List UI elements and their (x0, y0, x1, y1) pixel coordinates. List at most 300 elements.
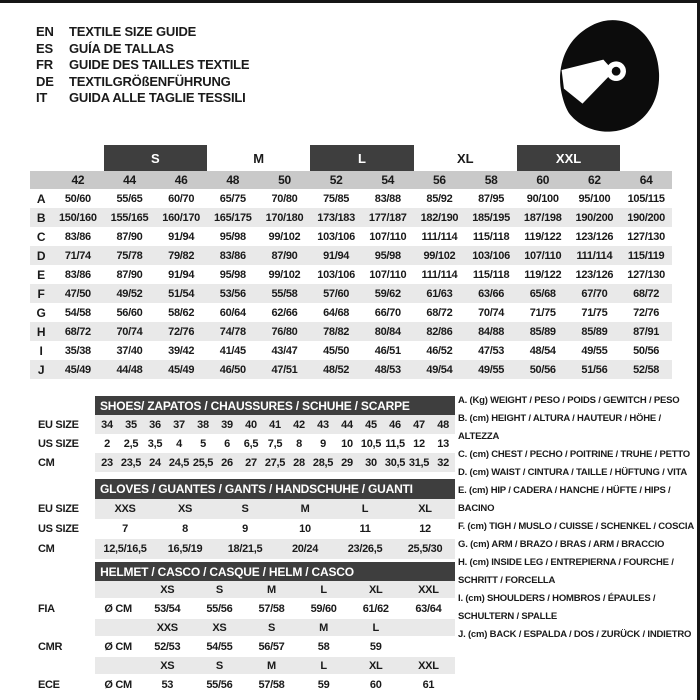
helmet-unit: Ø CM (104, 678, 132, 691)
measure-value: 103/106 (317, 230, 355, 243)
gloves-value: S (215, 499, 275, 519)
shoes-value: 11,5 (385, 437, 405, 450)
language-row (36, 41, 249, 58)
shoes-value: 9 (320, 437, 326, 450)
shoes-value: 43 (311, 415, 335, 434)
helmet-values-row-cmr (38, 636, 455, 657)
size-group-s: S (104, 145, 207, 171)
measure-value: 85/89 (517, 322, 569, 341)
measure-row-i (30, 341, 672, 360)
shoes-value: 47 (407, 415, 431, 434)
gloves-value: M (275, 499, 335, 519)
shoes-value: 3,5 (147, 437, 163, 450)
measure-value: 54/58 (64, 306, 91, 319)
size-number: 62 (569, 171, 621, 189)
measure-row-label: J (30, 360, 52, 379)
measure-row-label: A (36, 191, 46, 206)
measure-value: 75/78 (104, 246, 156, 265)
measure-value: 45/50 (323, 344, 350, 357)
measure-value: 91/94 (168, 268, 195, 281)
helmet-size-letter: XS (193, 619, 245, 636)
language-code: ES (36, 40, 53, 56)
measure-value: 61/63 (414, 284, 466, 303)
helmet-value: 61/62 (362, 602, 389, 615)
measure-row-d (30, 246, 672, 265)
shoes-value: 2,5 (123, 437, 139, 450)
measure-value: 190/200 (620, 208, 672, 227)
language-code: DE (36, 73, 54, 89)
size-number: 54 (362, 171, 414, 189)
shoes-value: 6,5 (243, 437, 259, 450)
legend-item: E. (cm) HIP / CADERA / HANCHE / HÜFTE / HIPS / BACINO (458, 485, 671, 514)
shoes-value: 4 (176, 437, 182, 450)
shoes-value: 48 (431, 415, 455, 434)
shoes-row-label: CM (38, 456, 55, 469)
measure-value: 49/55 (581, 344, 608, 357)
measure-value: 170/180 (259, 208, 311, 227)
language-row (36, 24, 249, 41)
size-number: 60 (517, 171, 569, 189)
measure-value: 35/38 (64, 344, 91, 357)
measure-value: 63/66 (465, 284, 517, 303)
size-number: 52 (310, 171, 362, 189)
measure-value: 53/56 (207, 284, 259, 303)
measure-row-label: E (37, 267, 45, 282)
gloves-row (38, 539, 455, 559)
helmet-value: 56/57 (258, 640, 285, 653)
shoes-title-row (38, 396, 455, 415)
size-number: 58 (465, 171, 517, 189)
helmet-size-letter: S (245, 619, 297, 636)
legend-item: G. (cm) ARM / BRAZO / BRAS / ARM / BRACCIO (458, 539, 665, 550)
shoes-value: 38 (191, 415, 215, 434)
measure-value: 99/102 (414, 246, 466, 265)
measure-value: 44/48 (104, 360, 156, 379)
measure-row-label: B (30, 208, 52, 227)
shoes-value: 27,5 (263, 453, 287, 472)
helmet-sizes-unit-spacer (95, 581, 141, 598)
shoes-value: 36 (143, 415, 167, 434)
measure-value: 52/58 (620, 360, 672, 379)
gloves-value: 12,5/16,5 (95, 539, 155, 559)
size-number: 64 (620, 171, 672, 189)
measure-value: 49/52 (104, 284, 156, 303)
helmet-value: 59 (369, 640, 382, 653)
helmet-value: 59/60 (310, 602, 337, 615)
measure-value: 43/47 (271, 344, 298, 357)
shoes-value: 13 (437, 437, 449, 450)
shoes-table (38, 396, 455, 472)
measure-value: 87/90 (116, 268, 143, 281)
measure-value: 56/60 (116, 306, 143, 319)
size-spacer (30, 145, 104, 171)
measure-value: 60/70 (168, 192, 195, 205)
helmet-size-letter: XXS (141, 619, 193, 636)
gloves-value: XXS (95, 499, 155, 519)
helmet-values-row-ece (38, 674, 455, 695)
measure-row-label: F (30, 284, 52, 303)
helmet-size-letter: S (193, 581, 245, 598)
language-row (36, 90, 249, 107)
measure-value: 50/56 (517, 360, 569, 379)
measure-value: 41/45 (219, 344, 246, 357)
measure-value: 111/114 (421, 268, 458, 281)
shoes-value: 25,5 (191, 453, 215, 472)
measure-row-label: G (36, 305, 46, 320)
shoes-value: 12 (413, 437, 425, 450)
size-number: 44 (104, 171, 156, 189)
measure-value: 87/91 (620, 322, 672, 341)
size-number: 42 (52, 171, 104, 189)
shoes-value: 8 (296, 437, 302, 450)
measure-value: 47/51 (259, 360, 311, 379)
helmet-value: 52/53 (154, 640, 181, 653)
shoes-row (38, 415, 455, 434)
shoes-value: 39 (215, 415, 239, 434)
measure-value: 37/40 (116, 344, 143, 357)
measure-value: 70/74 (104, 322, 156, 341)
helmet-size-letter: L (298, 581, 350, 598)
measure-value: 49/55 (465, 360, 517, 379)
legend-item: A. (Kg) WEIGHT / PESO / POIDS / GEWITCH / PESO (458, 395, 680, 406)
gloves-value: XL (395, 499, 455, 519)
helmet-sizes-row-ece (38, 657, 455, 674)
measure-value: 59/62 (362, 284, 414, 303)
helmet-value: 53/54 (154, 602, 181, 615)
legend-item: F. (cm) TIGH / MUSLO / CUISSE / SCHENKEL / COSCIA (458, 521, 694, 532)
shoes-value: 26 (215, 453, 239, 472)
measure-value: 68/72 (52, 322, 104, 341)
measure-row-f (30, 284, 672, 303)
shoes-value: 32 (431, 453, 455, 472)
measure-row-label: I (39, 343, 43, 358)
measure-value: 72/76 (155, 322, 207, 341)
shoes-value: 10 (341, 437, 353, 450)
measure-value: 50/56 (633, 344, 660, 357)
shoes-value: 23,5 (119, 453, 143, 472)
gloves-row (38, 519, 455, 539)
helmet-size-letter: XS (141, 657, 193, 674)
measure-value: 65/68 (517, 284, 569, 303)
shoes-value: 46 (383, 415, 407, 434)
shoes-value: 37 (167, 415, 191, 434)
helmet-sizes-spacer (38, 581, 95, 598)
measure-value: 46/51 (374, 344, 401, 357)
measure-value: 71/74 (52, 246, 104, 265)
gloves-value: XS (155, 499, 215, 519)
language-row (36, 74, 249, 91)
helmet-sizes-spacer (38, 657, 95, 674)
measure-row-label: D (30, 246, 52, 265)
helmet-value: 60 (369, 678, 382, 691)
size-group-xl: XL (456, 150, 474, 166)
title-spacer (38, 479, 95, 499)
measure-value: 76/80 (259, 322, 311, 341)
measure-value: 70/74 (478, 306, 505, 319)
helmet-value: 59 (317, 678, 330, 691)
helmet-value: 55/56 (206, 602, 233, 615)
helmet-values-row-fia (38, 598, 455, 619)
measure-value: 51/56 (569, 360, 621, 379)
shoes-row (38, 453, 455, 472)
measure-value: 83/86 (64, 230, 91, 243)
measure-value: 115/118 (472, 268, 510, 281)
measure-value: 45/49 (155, 360, 207, 379)
measure-value: 115/118 (472, 230, 510, 243)
measure-value: 105/115 (627, 192, 665, 205)
measure-value: 150/160 (52, 208, 104, 227)
helmet-standard-label: FIA (38, 602, 55, 615)
shoes-value: 30 (359, 453, 383, 472)
measure-value: 48/52 (310, 360, 362, 379)
size-group-l: L (310, 145, 413, 171)
measure-value: 95/98 (219, 268, 246, 281)
gloves-value: 16,5/19 (155, 539, 215, 559)
shoes-value: 35 (119, 415, 143, 434)
measure-value: 51/54 (155, 284, 207, 303)
gloves-value: 12 (419, 523, 431, 535)
helmet-size-letter: XXL (402, 657, 455, 674)
measure-value: 95/98 (362, 246, 414, 265)
shoes-value: 45 (359, 415, 383, 434)
measure-value: 123/126 (575, 268, 614, 281)
shoes-value: 44 (335, 415, 359, 434)
measure-value: 46/52 (426, 344, 453, 357)
measure-value: 182/190 (414, 208, 466, 227)
measure-value: 103/106 (465, 246, 517, 265)
legend-item: H. (cm) INSIDE LEG / ENTREPIERNA / FOURCHE / SCHRITT / FORCELLA (458, 557, 674, 586)
measure-value: 127/130 (627, 230, 665, 243)
measure-value: 119/122 (524, 230, 562, 243)
measure-value: 39/42 (168, 344, 195, 357)
helmet-value (402, 636, 455, 657)
measure-value: 177/187 (362, 208, 414, 227)
gloves-value: 25,5/30 (395, 539, 455, 559)
measurement-legend (458, 392, 694, 644)
helmet-sizes-row-cmr (38, 619, 455, 636)
helmet-sizes-unit-spacer (95, 619, 141, 636)
measure-value: 62/66 (271, 306, 298, 319)
size-group-row (30, 145, 672, 171)
shoes-value: 24 (143, 453, 167, 472)
gloves-value: 10 (299, 523, 311, 535)
language-code: EN (36, 24, 54, 39)
helmet-size-letter: M (245, 657, 297, 674)
size-group-m: M (253, 150, 265, 166)
helmet-sizes-row-fia (38, 581, 455, 598)
measure-value: 107/110 (369, 230, 407, 243)
helmet-title-row (38, 562, 455, 581)
measure-value: 107/110 (517, 246, 569, 265)
language-code: IT (36, 90, 48, 105)
measure-value: 70/80 (271, 192, 298, 205)
helmet-title: HELMET / CASCO / CASQUE / HELM / CASCO (95, 562, 455, 581)
measure-value: 85/92 (426, 192, 453, 205)
measure-value: 187/198 (517, 208, 569, 227)
helmet-size-letter: L (298, 657, 350, 674)
measure-row-label: H (30, 322, 52, 341)
helmet-size-letter: S (193, 657, 245, 674)
measure-value: 58/62 (168, 306, 195, 319)
shoes-value: 28,5 (311, 453, 335, 472)
measure-row-e (30, 265, 672, 284)
helmet-value: 53 (161, 678, 174, 691)
size-number: 56 (414, 171, 466, 189)
measure-value: 74/78 (207, 322, 259, 341)
size-number: 48 (207, 171, 259, 189)
helmet-size-letter: M (245, 581, 297, 598)
measure-value: 87/90 (259, 246, 311, 265)
measure-value: 90/100 (526, 192, 559, 205)
title-spacer (38, 562, 95, 581)
measure-value: 68/72 (620, 284, 672, 303)
helmet-standard-label: CMR (38, 640, 63, 653)
measure-value: 99/102 (268, 230, 301, 243)
language-label: GUÍA DE TALLAS (69, 40, 174, 56)
gloves-table (38, 479, 455, 559)
measure-value: 49/54 (414, 360, 466, 379)
measure-value: 55/58 (259, 284, 311, 303)
measure-row-label: C (36, 229, 46, 244)
measure-row-j (30, 360, 672, 379)
measure-value: 87/90 (116, 230, 143, 243)
measure-value: 83/86 (64, 268, 91, 281)
gloves-value: 9 (242, 523, 248, 535)
legend-item: B. (cm) HEIGHT / ALTURA / HAUTEUR / HÖHE / ALTEZZA (458, 413, 661, 442)
size-number: 50 (259, 171, 311, 189)
size-group-xxl: XXL (517, 145, 620, 171)
helmet-size-letter: XS (141, 581, 193, 598)
gloves-value: 20/24 (275, 539, 335, 559)
measure-value: 91/94 (310, 246, 362, 265)
helmet-unit: Ø CM (104, 640, 132, 653)
legend-item: I. (cm) SHOULDERS / HOMBROS / ÉPAULES / SCHULTERN / SPALLE (458, 593, 656, 622)
helmet-sizes-spacer (38, 619, 95, 636)
measure-value: 190/200 (569, 208, 621, 227)
gloves-row-label: CM (38, 543, 55, 555)
measure-value: 85/89 (569, 322, 621, 341)
helmet-value: 57/58 (258, 602, 285, 615)
legend-item: C. (cm) CHEST / PECHO / POITRINE / TRUHE / PETTO (458, 449, 690, 460)
measure-value: 64/68 (323, 306, 350, 319)
shoes-value: 31,5 (407, 453, 431, 472)
measure-value: 127/130 (627, 268, 665, 281)
size-number: 46 (155, 171, 207, 189)
measure-value: 84/88 (465, 322, 517, 341)
measure-row-g (30, 303, 672, 322)
measure-row-b (30, 208, 672, 227)
measure-value: 83/86 (207, 246, 259, 265)
gloves-value: 8 (182, 523, 188, 535)
language-row (36, 57, 249, 74)
size-number-row (30, 171, 672, 189)
shoes-row-label: EU SIZE (38, 418, 79, 431)
shoes-value: 29 (335, 453, 359, 472)
legend-item: J. (cm) BACK / ESPALDA / DOS / ZURÜCK / INDIETRO (458, 629, 692, 640)
helmet-size-letter (402, 619, 455, 636)
gloves-title-row (38, 479, 455, 499)
measure-value: 72/76 (633, 306, 660, 319)
measure-value: 71/75 (581, 306, 608, 319)
helmet-size-letter: XL (350, 581, 402, 598)
gloves-value: 7 (122, 523, 128, 535)
measure-value: 48/54 (529, 344, 556, 357)
shoes-value: 24,5 (167, 453, 191, 472)
shoes-value: 27 (239, 453, 263, 472)
gloves-value: L (335, 499, 395, 519)
measure-value: 115/119 (620, 246, 672, 265)
main-size-table (30, 145, 672, 379)
measure-value: 107/110 (369, 268, 407, 281)
measure-value: 160/170 (155, 208, 207, 227)
measure-value: 65/75 (219, 192, 246, 205)
visor-pivot-inner (612, 67, 621, 76)
helmet-value: 63/64 (415, 602, 442, 615)
measure-row-c (30, 227, 672, 246)
gloves-row (38, 499, 455, 519)
measure-value: 75/85 (323, 192, 350, 205)
shoes-row (38, 434, 455, 453)
gloves-value: 11 (359, 523, 371, 535)
helmet-value: 57/58 (258, 678, 285, 691)
shoes-value: 5 (200, 437, 206, 450)
measure-value: 78/82 (310, 322, 362, 341)
measure-value: 103/106 (317, 268, 355, 281)
helmet-sizes-unit-spacer (95, 657, 141, 674)
gloves-value: 18/21,5 (215, 539, 275, 559)
shoes-value: 7,5 (267, 437, 283, 450)
measure-value: 50/60 (64, 192, 91, 205)
shoes-value: 23 (95, 453, 119, 472)
measure-value: 80/84 (362, 322, 414, 341)
measure-value: 82/86 (414, 322, 466, 341)
helmet-standard-label: ECE (38, 678, 60, 691)
measure-row-a (30, 189, 672, 208)
size-number-spacer (30, 171, 52, 189)
language-label: GUIDE DES TAILLES TEXTILE (69, 57, 250, 72)
measure-value: 155/165 (104, 208, 156, 227)
measure-value: 45/49 (52, 360, 104, 379)
helmet-size-letter: M (298, 619, 350, 636)
measure-value: 46/50 (207, 360, 259, 379)
helmet-value: 61 (422, 678, 435, 691)
measure-value: 66/70 (374, 306, 401, 319)
helmet-size-table (38, 562, 455, 695)
size-spacer (620, 145, 672, 171)
shoes-title: SHOES/ ZAPATOS / CHAUSSURES / SCHUHE / SCARPE (95, 396, 455, 415)
measure-value: 68/72 (426, 306, 453, 319)
measure-value: 111/114 (569, 246, 621, 265)
measure-value: 123/126 (575, 230, 614, 243)
language-label: TEXTILGRÖßENFÜHRUNG (69, 73, 231, 89)
measure-value: 55/65 (116, 192, 143, 205)
measure-row-h (30, 322, 672, 341)
shoes-value: 30,5 (383, 453, 407, 472)
shoes-value: 34 (95, 415, 119, 434)
shoes-value: 2 (104, 437, 110, 450)
measure-value: 99/102 (268, 268, 301, 281)
measure-value: 95/100 (578, 192, 611, 205)
measure-value: 87/95 (478, 192, 505, 205)
shoes-value: 42 (287, 415, 311, 434)
helmet-size-letter: XL (350, 657, 402, 674)
helmet-size-letter: XXL (402, 581, 455, 598)
measure-value: 111/114 (421, 230, 458, 243)
language-code: FR (36, 57, 53, 72)
gloves-row-label: US SIZE (38, 523, 79, 535)
measure-value: 185/195 (465, 208, 517, 227)
helmet-unit: Ø CM (104, 602, 132, 615)
